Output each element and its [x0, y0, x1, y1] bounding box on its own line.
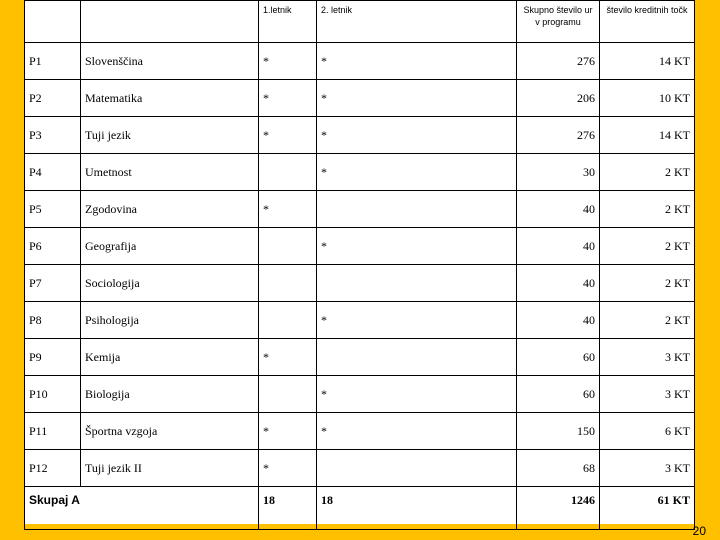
- total-row: [25, 487, 695, 530]
- cell-subject: Športna vzgoja: [81, 413, 259, 450]
- cell-credits: 2 KT: [600, 228, 695, 265]
- table-row: [25, 376, 695, 413]
- cell-year2: [317, 339, 517, 376]
- cell-subject: Slovenščina: [81, 43, 259, 80]
- cell-credits: 3 KT: [600, 450, 695, 487]
- cell-year1: *: [259, 413, 317, 450]
- cell-year1: *: [259, 450, 317, 487]
- cell-year2: [317, 450, 517, 487]
- cell-code: P5: [25, 191, 81, 228]
- cell-year2: *: [317, 228, 517, 265]
- table-row: [25, 450, 695, 487]
- total-label: Skupaj A: [25, 487, 259, 530]
- total-year1: 18: [259, 487, 317, 530]
- header-year1: 1.letnik: [259, 1, 317, 43]
- cell-year1: *: [259, 339, 317, 376]
- cell-year2: [317, 191, 517, 228]
- header-year2: 2. letnik: [317, 1, 517, 43]
- cell-credits: 10 KT: [600, 80, 695, 117]
- cell-code: P7: [25, 265, 81, 302]
- cell-subject: Geografija: [81, 228, 259, 265]
- cell-year2: *: [317, 117, 517, 154]
- cell-subject: Zgodovina: [81, 191, 259, 228]
- table-row: [25, 413, 695, 450]
- cell-hours: 40: [517, 302, 600, 339]
- table-row: [25, 191, 695, 228]
- cell-year2: *: [317, 80, 517, 117]
- cell-year2: *: [317, 413, 517, 450]
- header-code: [25, 1, 81, 43]
- cell-code: P6: [25, 228, 81, 265]
- table-row: [25, 117, 695, 154]
- cell-credits: 2 KT: [600, 191, 695, 228]
- table-row: [25, 228, 695, 265]
- cell-code: P10: [25, 376, 81, 413]
- header-subject: [81, 1, 259, 43]
- cell-credits: 3 KT: [600, 339, 695, 376]
- cell-subject: Tuji jezik: [81, 117, 259, 154]
- cell-code: P4: [25, 154, 81, 191]
- cell-code: P1: [25, 43, 81, 80]
- cell-year2: *: [317, 43, 517, 80]
- cell-subject: Sociologija: [81, 265, 259, 302]
- cell-hours: 60: [517, 339, 600, 376]
- cell-credits: 14 KT: [600, 43, 695, 80]
- cell-year1: *: [259, 80, 317, 117]
- cell-credits: 14 KT: [600, 117, 695, 154]
- cell-hours: 150: [517, 413, 600, 450]
- cell-hours: 40: [517, 191, 600, 228]
- cell-code: P3: [25, 117, 81, 154]
- cell-subject: Umetnost: [81, 154, 259, 191]
- cell-year1: *: [259, 117, 317, 154]
- page-number: 20: [692, 524, 706, 538]
- total-hours: 1246: [517, 487, 600, 530]
- cell-credits: 6 KT: [600, 413, 695, 450]
- cell-subject: Tuji jezik II: [81, 450, 259, 487]
- cell-credits: 2 KT: [600, 265, 695, 302]
- cell-hours: 30: [517, 154, 600, 191]
- table-row: [25, 265, 695, 302]
- table-row: [25, 80, 695, 117]
- curriculum-table: [24, 0, 695, 530]
- cell-year2: *: [317, 154, 517, 191]
- cell-hours: 276: [517, 43, 600, 80]
- cell-subject: Biologija: [81, 376, 259, 413]
- cell-subject: Kemija: [81, 339, 259, 376]
- cell-credits: 3 KT: [600, 376, 695, 413]
- cell-code: P12: [25, 450, 81, 487]
- table-row: [25, 154, 695, 191]
- table-row: [25, 43, 695, 80]
- cell-year2: *: [317, 376, 517, 413]
- cell-year1: [259, 265, 317, 302]
- cell-code: P9: [25, 339, 81, 376]
- cell-credits: 2 KT: [600, 154, 695, 191]
- cell-code: P2: [25, 80, 81, 117]
- cell-hours: 40: [517, 265, 600, 302]
- cell-credits: 2 KT: [600, 302, 695, 339]
- table-row: [25, 339, 695, 376]
- cell-hours: 60: [517, 376, 600, 413]
- total-year2: 18: [317, 487, 517, 530]
- cell-year2: [317, 265, 517, 302]
- cell-code: P8: [25, 302, 81, 339]
- cell-hours: 276: [517, 117, 600, 154]
- cell-year1: *: [259, 43, 317, 80]
- cell-hours: 40: [517, 228, 600, 265]
- header-total-hours: Skupno število ur v programu: [517, 1, 600, 43]
- cell-year1: [259, 228, 317, 265]
- cell-subject: Psihologija: [81, 302, 259, 339]
- total-credits: 61 KT: [600, 487, 695, 530]
- cell-year1: [259, 154, 317, 191]
- table-header-row: [25, 1, 695, 43]
- cell-code: P11: [25, 413, 81, 450]
- cell-year1: [259, 376, 317, 413]
- cell-year1: [259, 302, 317, 339]
- cell-year2: *: [317, 302, 517, 339]
- cell-hours: 206: [517, 80, 600, 117]
- cell-subject: Matematika: [81, 80, 259, 117]
- header-credit-points: število kreditnih točk: [600, 1, 695, 43]
- cell-year1: *: [259, 191, 317, 228]
- cell-hours: 68: [517, 450, 600, 487]
- table-row: [25, 302, 695, 339]
